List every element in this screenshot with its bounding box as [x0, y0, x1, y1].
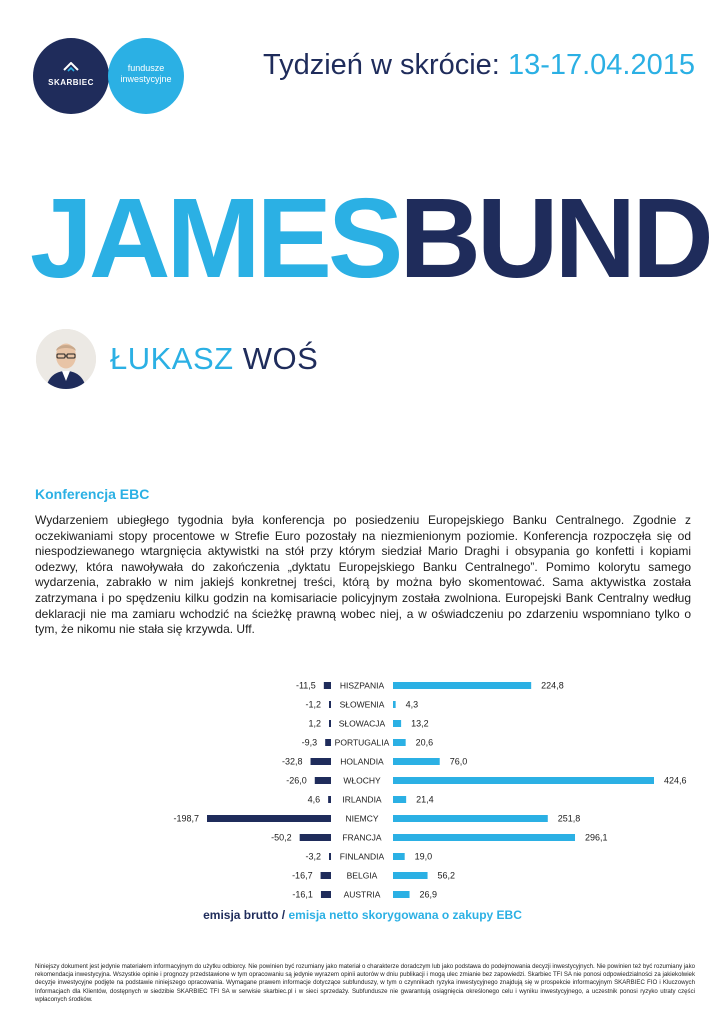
author-avatar: [36, 329, 96, 389]
legend-series1: emisja brutto: [203, 908, 279, 922]
fund-badge-line2: inwestycyjne: [120, 74, 172, 84]
fund-badge: [108, 38, 184, 114]
gross-issuance-bar: [324, 682, 331, 689]
bond-issuance-chart: [0, 670, 725, 900]
net-issuance-label: 19,0: [414, 851, 433, 862]
page-title: [250, 49, 695, 82]
category-label: SŁOWACJA: [338, 718, 386, 729]
gross-issuance-bar: [329, 720, 331, 727]
category-label: AUSTRIA: [343, 889, 381, 900]
fund-badge-label: [108, 63, 184, 85]
net-issuance-bar: [393, 720, 401, 727]
net-issuance-bar: [393, 815, 548, 822]
net-issuance-label: 251,8: [557, 813, 581, 824]
gross-issuance-bar: [325, 739, 331, 746]
category-label: HISZPANIA: [339, 680, 385, 691]
category-label: FRANCJA: [342, 832, 382, 843]
gross-issuance-bar: [329, 701, 331, 708]
gross-issuance-label: -16,7: [292, 870, 313, 881]
net-issuance-bar: [393, 872, 428, 879]
category-label: SŁOWENIA: [339, 699, 385, 710]
category-label: FINLANDIA: [339, 851, 385, 862]
net-issuance-label: 13,2: [411, 718, 429, 729]
category-label: IRLANDIA: [342, 794, 382, 805]
net-issuance-label: 76,0: [449, 756, 468, 767]
title-date: 13-17.04.2015: [507, 49, 695, 81]
title-prefix: Tydzień w skrócie:: [262, 49, 500, 81]
gross-issuance-bar: [315, 777, 331, 784]
net-issuance-label: 224,8: [541, 680, 564, 691]
chart-svg: [0, 670, 725, 900]
gross-issuance-label: -198,7: [173, 813, 199, 824]
gross-issuance-label: -50,2: [271, 832, 292, 843]
chart-legend: [0, 908, 725, 922]
category-label: WŁOCHY: [343, 775, 381, 786]
author-portrait-icon: [36, 329, 96, 389]
author-first-name: ŁUKASZ: [110, 341, 234, 376]
section-heading: Konferencja EBC: [35, 486, 150, 502]
net-issuance-label: 20,6: [415, 737, 434, 748]
net-issuance-bar: [393, 853, 405, 860]
logo-label: SKARBIEC: [48, 78, 94, 87]
author-last-name: WOŚ: [242, 341, 319, 376]
gross-issuance-label: -9,3: [301, 737, 318, 748]
fund-badge-line1: fundusze: [127, 63, 165, 73]
gross-issuance-label: 1,2: [308, 718, 321, 729]
net-issuance-label: 56,2: [437, 870, 456, 881]
article-body: Wydarzeniem ubiegłego tygodnia była konferencja po posiedzeniu Europejskiego Banku Centralnego. Zgodnie z oczekiwaniami stopy procentowe w Strefie Euro pozostały na niezmienionym poziomie. Konferencja rozpoczęła się od niespodziewanego wtargnięcia aktywistki na stół przy którym siedział Mario Draghi i obsypania go konfetti i kopiami odezwy, która nawoływała do zakończenia „dyktatu Europejskiego Banku Centralnego”. Pomimo kolorytu samego wydarzenia, zabrakło w nim jakiejś konkretnej treści, którą by można było skomentować. Sama aktywistka została zatrzymana i po spędzeniu kilku godzin na komisariacie policyjnym została zwolniona. Europejski Bank Centralny według deklaracji nie ma zamiaru wchodzić na ścieżkę prawną wobec niej, a w oświadczeniu po zdarzeniu wspomniano tylko o tym, że nikomu nie stała się krzywda. Uff.: [35, 513, 691, 637]
category-label: NIEMCY: [345, 813, 379, 824]
headline-part1: JAMES: [30, 175, 400, 301]
gross-issuance-label: -1,2: [305, 699, 321, 710]
net-issuance-bar: [393, 796, 406, 803]
net-issuance-label: 21,4: [416, 794, 434, 805]
category-label: BELGIA: [346, 870, 378, 881]
category-label: HOLANDIA: [340, 756, 384, 767]
disclaimer: Niniejszy dokument jest jedynie materiałem informacyjnym do użytku odbiorcy. Nie powinien być rozumiany jako materiał o charakterze doradczym lub jako podstawa do podejmowania decyzji inwestycyjnych. Nie powinien też być rozumiany jako rekomendacja inwestycyjna. Wszystkie opinie i prognozy przedstawione w tym opracowaniu są jedynie wyrazem opinii autorów w dniu publikacji i mogą ulec zmianie bez zapowiedzi. Skarbiec TFI SA nie ponosi odpowiedzialności za jakiekolwiek decyzje inwestycyjne podjęte na podstawie niniejszego opracowania. Wymagane prawem informacje dotyczące subfunduszy, w tym o czynnikach ryzyka inwestycyjnego znajdują się w prospekcie informacyjnym SKARBIEC FIO i Kluczowych Informacjach dla Klientów, dostępnych w siedzibie SKARBIEC TFI SA w serwisie skarbiec.pl i w sieci sprzedaży. Subfundusze nie gwarantują osiągnięcia określonego celu i wyniku inwestycyjnego, a uczestnik ponosi ryzyko utraty części wpłaconych środków.: [35, 963, 696, 1003]
gross-issuance-label: -16,1: [292, 889, 313, 900]
gross-issuance-bar: [300, 834, 331, 841]
gross-issuance-bar: [207, 815, 331, 822]
gross-issuance-bar: [321, 891, 331, 898]
legend-separator: /: [281, 908, 286, 922]
net-issuance-bar: [393, 701, 396, 708]
author-name: [110, 341, 318, 377]
headline-part2: BUND: [399, 175, 710, 301]
gross-issuance-bar: [329, 853, 331, 860]
net-issuance-bar: [393, 758, 440, 765]
headline: [30, 175, 710, 301]
net-issuance-label: 296,1: [585, 832, 608, 843]
net-issuance-bar: [393, 777, 654, 784]
net-issuance-label: 26,9: [419, 889, 438, 900]
gross-issuance-bar: [311, 758, 331, 765]
net-issuance-bar: [393, 682, 531, 689]
gross-issuance-label: -11,5: [295, 680, 316, 691]
net-issuance-bar: [393, 891, 410, 898]
gross-issuance-label: -26,0: [286, 775, 307, 786]
net-issuance-bar: [393, 834, 575, 841]
category-label: PORTUGALIA: [334, 737, 390, 748]
skarbiec-emblem-icon: [63, 62, 79, 72]
net-issuance-label: 424,6: [664, 775, 687, 786]
legend-series2: emisja netto skorygowana o zakupy EBC: [288, 908, 522, 922]
net-issuance-label: 4,3: [405, 699, 419, 710]
gross-issuance-bar: [321, 872, 331, 879]
skarbiec-logo: [33, 38, 109, 114]
gross-issuance-label: -3,2: [305, 851, 321, 862]
gross-issuance-label: -32,8: [282, 756, 303, 767]
gross-issuance-bar: [328, 796, 331, 803]
gross-issuance-label: 4,6: [307, 794, 321, 805]
net-issuance-bar: [393, 739, 406, 746]
